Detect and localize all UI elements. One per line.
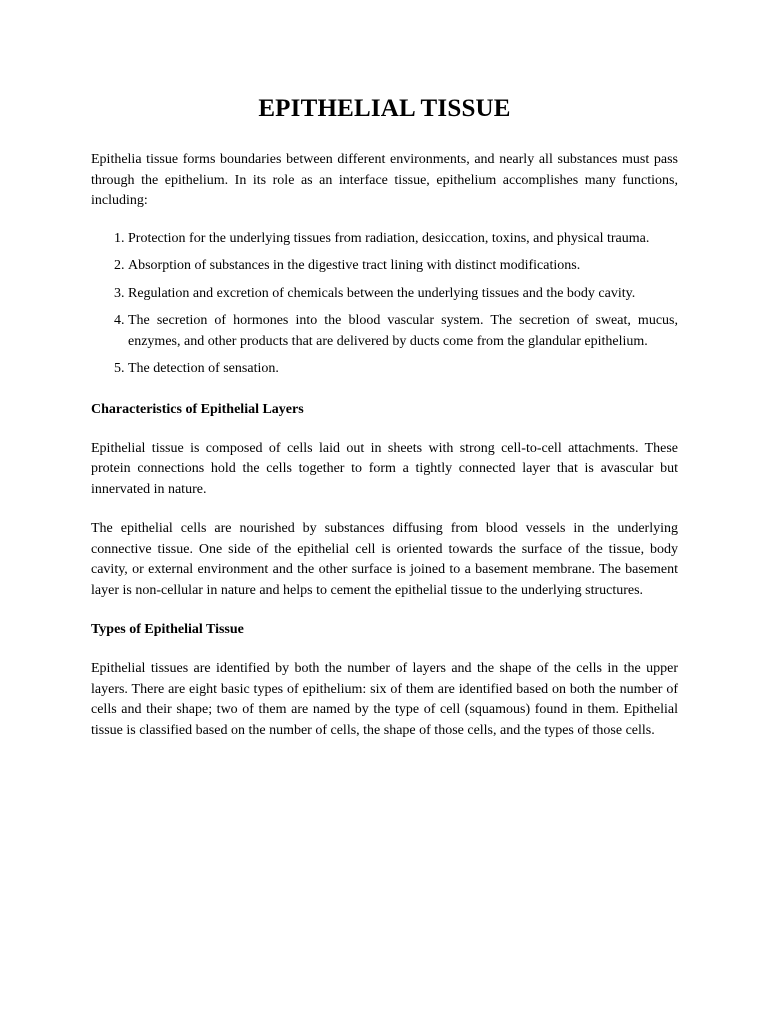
section-heading-types: Types of Epithelial Tissue: [91, 622, 244, 637]
list-item: 4. The secretion of hormones into the blood vascular system. The secretion of sweat, mucus, enzymes, and other products that are delivered by ducts come from the glandular epithelium.: [128, 311, 678, 352]
list-item: 2. Absorption of substances in the digestive tract lining with distinct modifications.: [128, 256, 678, 277]
list-item: 3. Regulation and excretion of chemicals between the underlying tissues and the body cavity.: [128, 284, 678, 305]
list-item: 5. The detection of sensation.: [128, 359, 678, 380]
section-heading-characteristics: Characteristics of Epithelial Layers: [91, 401, 304, 417]
document-title: EPITHELIAL TISSUE: [258, 95, 511, 122]
functions-list: [91, 229, 678, 380]
paragraph: Epithelial tissue is composed of cells laid out in sheets with strong cell-to-cell attachments. These protein connections hold the cells together to form a tightly connected layer that is avascular but innervated in nature.: [91, 440, 678, 497]
document-page: [91, 94, 678, 760]
list-item: 1. Protection for the underlying tissues from radiation, desiccation, toxins, and physical trauma.: [128, 229, 678, 250]
paragraph: Epithelial tissues are identified by both the number of layers and the shape of the cells in the upper layers. There are eight basic types of epithelium: six of them are identified based on both the number of cells and their shape; two of them are named by the type of cell (squamous) found in them. Epithelial tissue is classified based on the number of cells, the shape of those cells, and the types of those cells.: [91, 661, 678, 738]
paragraph: The epithelial cells are nourished by substances diffusing from blood vessels in the underlying connective tissue. One side of the epithelial cell is oriented towards the surface of the tissue, body cavity, or external environment and the other surface is joined to a basement membrane. The basement layer is non-cellular in nature and helps to cement the epithelial tissue to the underlying structures.: [91, 521, 678, 598]
intro-paragraph: Epithelia tissue forms boundaries between different environments, and nearly all substances must pass through the epithelium. In its role as an interface tissue, epithelium accomplishes many functions, including:: [91, 152, 678, 208]
